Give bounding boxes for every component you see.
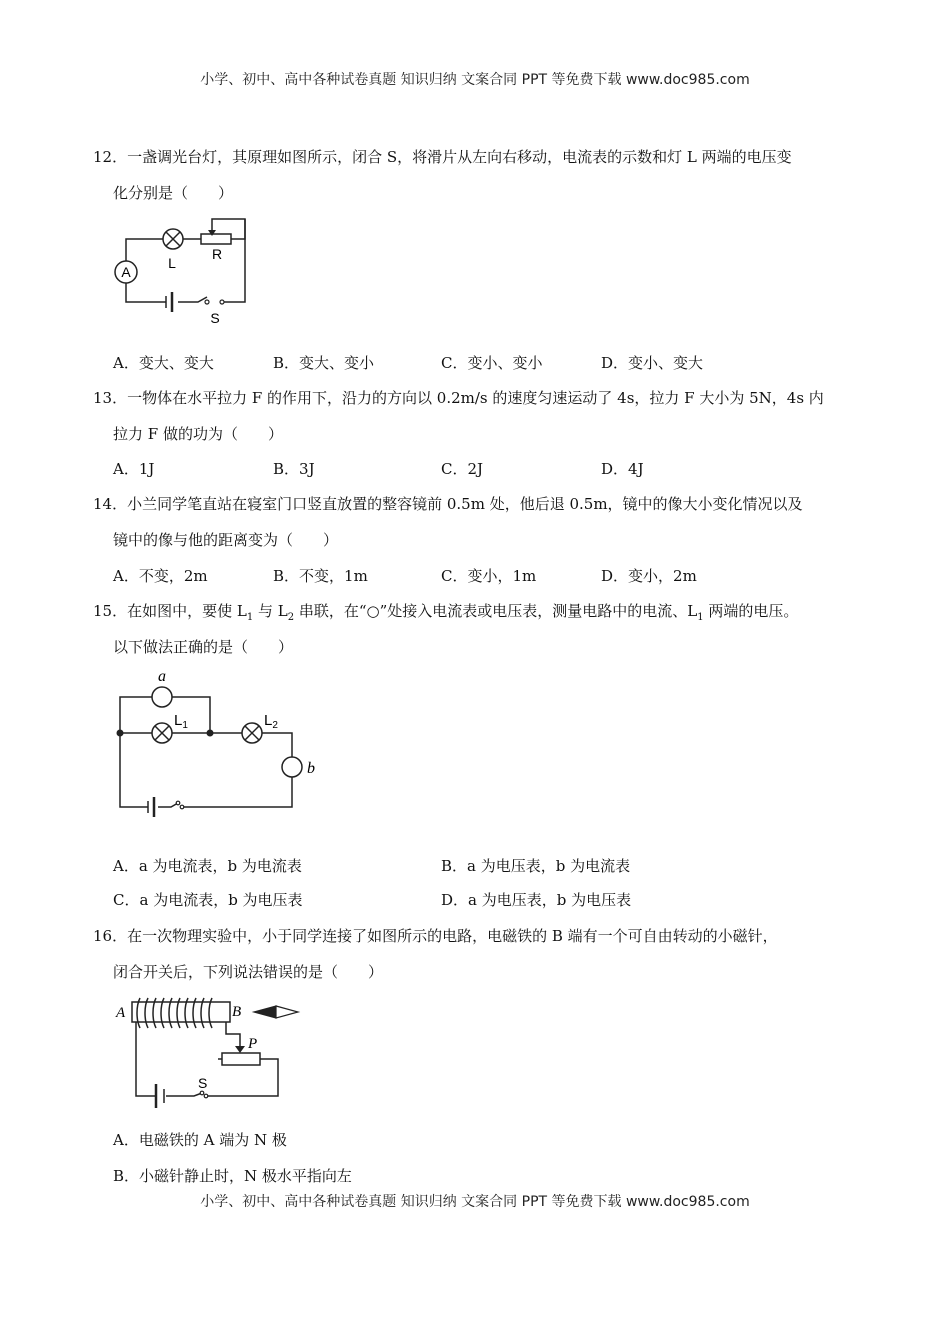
q14-option-b: B．不变，1m	[273, 567, 368, 585]
q12-rheostat-label: R	[211, 246, 223, 262]
q14-stem-line1: 14．小兰同学笔直站在寝室门口竖直放置的整容镜前 0.5m 处，他后退 0.5m，镜中的像大小变化情况以及	[93, 495, 803, 513]
page-header: 小学、初中、高中各种试卷真题 知识归纳 文案合同 PPT 等免费下载 www.doc985.com	[200, 72, 750, 88]
q15-option-c: C．a 为电流表，b 为电压表	[113, 891, 303, 909]
q13-stem-line1: 13．一物体在水平拉力 F 的作用下，沿力的方向以 0.2m/s 的速度匀速运动了 4s，拉力 F 大小为 5N，4s 内	[93, 389, 824, 407]
q12-option-a: A．变大、变大	[113, 354, 214, 372]
q13-option-c: C．2J	[441, 460, 484, 478]
page-footer: 小学、初中、高中各种试卷真题 知识归纳 文案合同 PPT 等免费下载 www.doc985.com	[200, 1194, 750, 1210]
q13-option-a: A．1J	[113, 460, 155, 478]
q12-switch-label: S	[210, 310, 220, 326]
q15-meter-b-label: b	[307, 760, 315, 777]
q16-slider-label: P	[248, 1036, 258, 1052]
q16-option-a: A．电磁铁的 A 端为 N 极	[113, 1131, 287, 1149]
q14-option-a: A．不变，2m	[113, 567, 208, 585]
q12-option-d: D．变小、变大	[601, 354, 704, 372]
q15-meter-a-label: a	[158, 668, 166, 685]
q13-stem-line2: 拉力 F 做的功为（ ）	[113, 425, 283, 443]
q16-stem-line2: 闭合开关后，下列说法错误的是（ ）	[113, 963, 384, 981]
q16-option-b: B．小磁针静止时，N 极水平指向左	[113, 1167, 352, 1185]
q13-option-b: B．3J	[273, 460, 315, 478]
q16-end-a-label: A	[116, 1005, 126, 1021]
q15-option-b: B．a 为电压表，b 为电流表	[441, 857, 631, 875]
q15-stem-line1: 15．在如图中，要使 $L_1$ 与 $L_2$ 串联，在“○”处接入电流表或电压表，测量电路中的电流、$L_1$ 两端的电压。	[93, 602, 799, 623]
q15-circuit-diagram	[110, 662, 330, 820]
q14-stem-line2: 镜中的像与他的距离变为（ ）	[113, 531, 339, 549]
q12-option-c: C．变小、变小	[441, 354, 543, 372]
q15-option-a: A．a 为电流表，b 为电流表	[113, 857, 302, 875]
q16-end-b-label: B	[232, 1004, 242, 1020]
q12-lamp-label: L	[168, 255, 176, 271]
q15-option-d: D．a 为电压表，b 为电压表	[441, 891, 632, 909]
q15-lamp1-label: $L_1$	[174, 712, 188, 731]
q12-stem-line1: 12．一盏调光台灯，其原理如图所示，闭合 S，将滑片从左向右移动，电流表的示数和灯 L 两端的电压变	[93, 148, 792, 166]
q16-circuit-diagram	[110, 996, 310, 1112]
q15-lamp2-label: $L_2$	[264, 712, 278, 731]
q12-stem-line2: 化分别是（ ）	[113, 184, 234, 202]
q16-stem-line1: 16．在一次物理实验中，小于同学连接了如图所示的电路，电磁铁的 B 端有一个可自由转动的小磁针，	[93, 927, 778, 945]
q14-option-c: C．变小，1m	[441, 567, 537, 585]
q12-option-b: B．变大、变小	[273, 354, 375, 372]
q16-switch-label: S	[198, 1075, 208, 1091]
q13-option-d: D．4J	[601, 460, 644, 478]
q12-ammeter-label: A	[121, 264, 131, 280]
q14-option-d: D．变小，2m	[601, 567, 697, 585]
q15-stem-line2: 以下做法正确的是（ ）	[113, 638, 294, 656]
q12-circuit-diagram	[108, 210, 258, 332]
